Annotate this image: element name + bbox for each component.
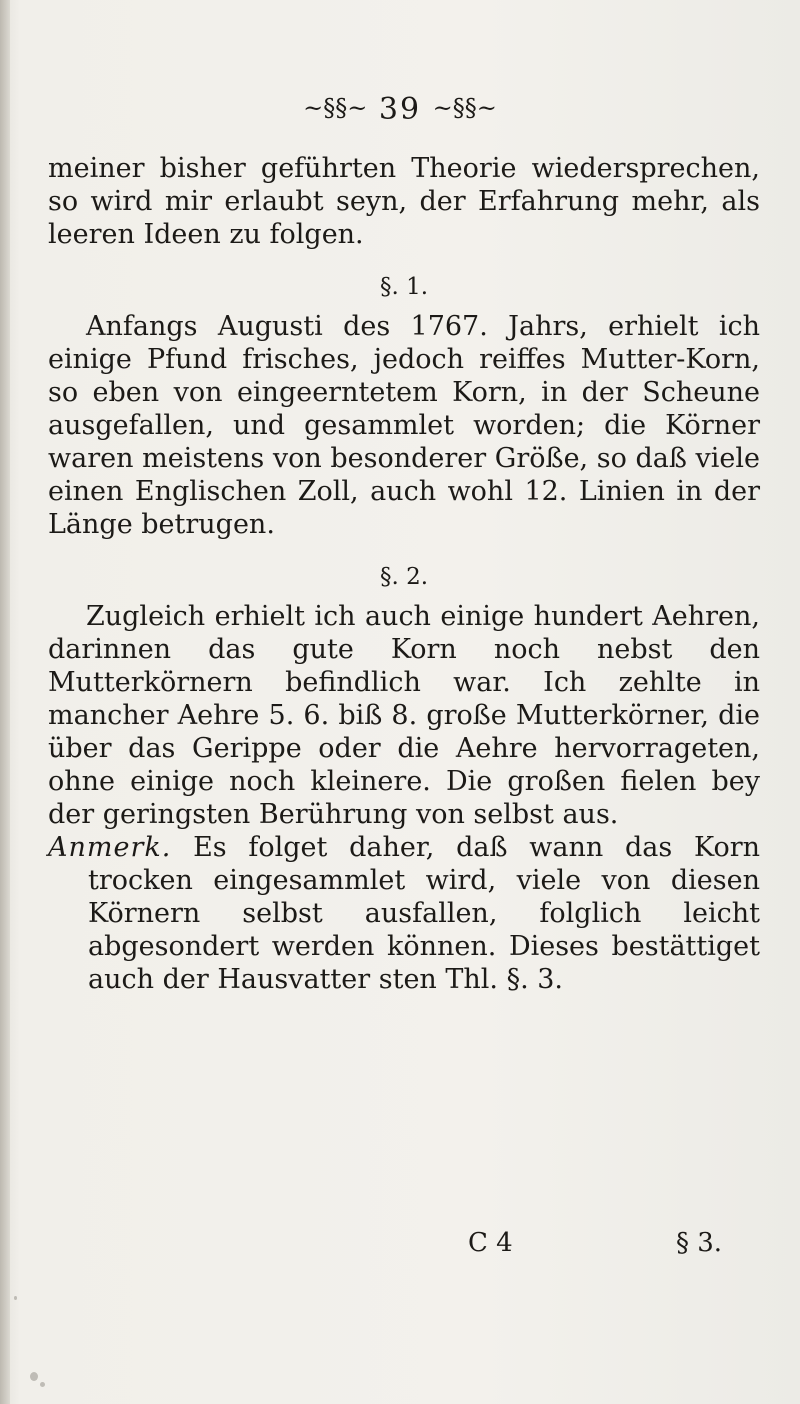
binding-edge: [0, 0, 10, 1404]
section-mark-2: §. 2.: [379, 564, 429, 590]
continuation-paragraph: meiner bisher geführten Theorie wiedersprechen, so wird mir erlaubt seyn, der Erfahrung mehr, als leeren Ideen zu folgen.: [48, 153, 760, 250]
section-paragraph-1: Anfangs Augusti des 1767. Jahrs, erhielt ich einige Pfund frisches, jedoch reiffes Mutter-Korn, so eben von eingeerntetem Korn, in der Scheune ausgefallen, und gesammlet worden; die Körner waren meistens von besonderer Größe, so daß viele einen Englischen Zoll, auch wohl 12. Linien in der Länge betrugen.: [48, 311, 760, 540]
annotation-label: Anmerk.: [48, 832, 172, 863]
annotation-text: Es folget daher, daß wann das Korn trocken eingesammlet wird, viele von diesen Körnern selbst ausfallen, folglich leicht abgesondert werden können. Dieses bestättiget auch der Hausvatter sten Thl. §. 3.: [88, 832, 760, 995]
header-ornament-right: ~§§~: [432, 94, 497, 122]
section-mark-1: §. 1.: [379, 274, 429, 300]
ink-speck: [30, 1372, 38, 1381]
running-header: [0, 92, 800, 127]
annotation: [48, 831, 760, 996]
header-ornament-left: ~§§~: [303, 94, 368, 122]
body-text: [48, 152, 760, 996]
ink-speck: [40, 1382, 45, 1387]
signature-mark: C 4: [468, 1228, 513, 1258]
catchword: § 3.: [676, 1228, 723, 1258]
section-paragraph-2: Zugleich erhielt ich auch einige hundert Aehren, darinnen das gute Korn noch nebst den Mutterkörnern befindlich war. Ich zehlte in mancher Aehre 5. 6. biß 8. große Mutterkörner, die über das Gerippe oder die Aehre hervorrageten, ohne einige noch kleinere. Die großen fielen bey der geringsten Berührung von selbst aus.: [48, 601, 760, 830]
ink-speck: [14, 1296, 17, 1300]
page-number: 39: [378, 92, 422, 127]
